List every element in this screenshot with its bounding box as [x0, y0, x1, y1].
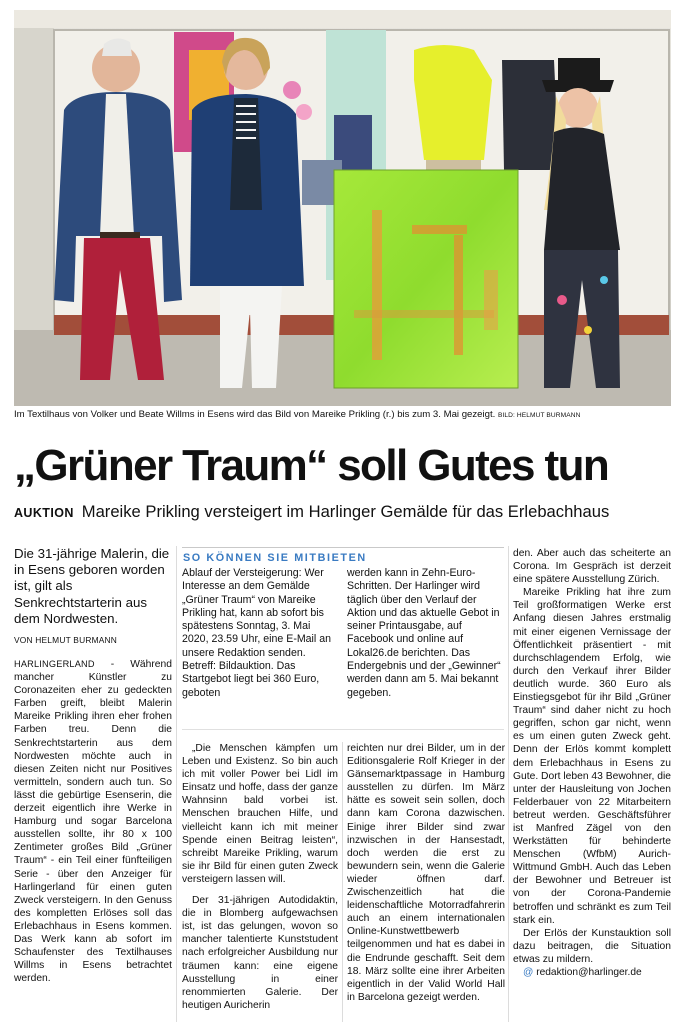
- subheadline-text: Mareike Prikling versteigert im Harlinger Gemälde für das Erlebachhaus: [81, 502, 610, 521]
- photo-credit: BILD: HELMUT BURMANN: [497, 412, 581, 419]
- article-column-3: [347, 742, 505, 1004]
- column-1-text: - Während mancher Künstler zu Coronazeiten eher zu gedeckten Farben greift, bleibt Malerin Mareike Prikling ihren eher frohen Farben treu. Denn die Senkrechtstarterin aus dem Nordwesten möchte auch in diesen Zeiten nicht nur Positives vermitteln, sondern auch tun. So lässt die gebürtige Esenserin, die derzeit eigentlich ihre Werke in Hamburg und sogar Barcelona ausstellen sollte, ihr 80 x 100 Zentimeter großes Bild „Grüner Traum“ - ein Teil einer fünfteiligen Serie - über den Anzeiger für Harlingerland für einen guten Zweck versteigern. In den Genuss des kompletten Erlöses soll das Erlebachhaus in Esens kommen. Das Werk kann ab sofort im Schaufenster des Textilhauses Willms in Esens betrachtet werden.: [14, 659, 172, 985]
- email-line: [513, 966, 671, 979]
- photo-caption-text: Im Textilhaus von Volker und Beate Willms in Esens wird das Bild von Mareike Prikling (r.) bis zum 3. Mai gezeigt.: [14, 409, 496, 420]
- column-divider-1: [176, 546, 177, 1022]
- info-box-title: SO KÖNNEN SIE MITBIETEN: [183, 552, 367, 564]
- info-box-text-1: Ablauf der Versteigerung: Wer Interesse an dem Gemälde „Grüner Traum“ von Mareike Prikling hat, kann ab sofort bis spätestens Sonntag, 3. Mai 2020, 23.59 Uhr, eine E-Mail an unsere Redaktion senden. Betreff: Bildauktion. Das Startgebot liegt bei 360 Euro, geboten: [182, 567, 331, 699]
- email-at-icon: @: [523, 967, 534, 978]
- column-divider-2: [342, 742, 343, 1022]
- subheadline: [14, 500, 674, 525]
- column-2-paragraph-2: Der 31-jährigen Autodidaktin, die in Blomberg aufgewachsen ist, ist das gelungen, wovon so mancher talentierte Kunststudent nach erfolgreicher Ausbildung nur träumen kann: eine eigene Ausstellung in einer renommierten Galerie. Der heutigen Auricherin: [182, 895, 338, 1011]
- column-4-paragraph-3: Der Erlös der Kunstauktion soll dazu beitragen, die Situation etwas zu mildern.: [513, 927, 671, 965]
- column-2-paragraph-1: „Die Menschen kämpfen um Leben und Existenz. So bin auch ich mit voller Power bei Lidl im Einsatz und hoffe, dass der ganze Wahnsinn bald vorbei ist. Menschen brauchen Hilfe, und vielleicht kann ich mit meiner Spende einen Beitrag leisten“, schreibt Mareike Prikling, warum sie ihr Bild für einen guten Zweck versteigern lassen will.: [182, 743, 338, 885]
- column-3-paragraph: reichten nur drei Bilder, um in der Editionsgalerie Rolf Krieger in der Gänsemarktpassage in Hamburg ausstellen zu dürfen. Im März hätte es soweit sein sollen, doch dann kam Corona dazwischen. Einige ihrer Bilder sind zwar inzwischen in der Hansestadt, doch werden die erst zu bewundern sein, wenn die Galerie wieder öffnen darf. Zwischenzeitlich hat die leidenschaftliche Motorradfahrerin auch an einem internationalen Online-Kunstwettbewerb teilgenommen und hat es dabei in die Endrunde geschafft. Seit dem 18. März sollte eine ihrer Arbeiten eigentlich in der Valid World Hall in Barcelona gezeigt werden.: [347, 743, 505, 1003]
- email-link[interactable]: redaktion@harlinger.de: [536, 967, 642, 978]
- info-box-text-2: werden kann in Zehn-Euro-Schritten. Der Harlinger wird täglich über den Verlauf der Aktion und das aktuelle Gebot in seiner Printausgabe, auf Facebook und online auf Lokal26.de berichten. Das Endergebnis und der „Gewinner“ werden dann am 5. Mai bekannt gegeben.: [347, 567, 501, 699]
- column-4-paragraph-2: Mareike Prikling hat ihre zum Teil großformatigen Werke erst Anfang diesen Jahres erstmalig mit einer eigenen Vernissage der Öffentlichkeit präsentiert - mit durchschlagendem Erfolg, wie durch den Verkauf ihrer Bilder deutlich wurde. 360 Euro als Einstiegsgebot für ihr Bild „Grüner Traum“ sind daher nicht zu hoch gegriffen, schon gar nicht, wenn es um einen guten Zweck geht. Denn der Erlös kommt komplett dem Erlebachhaus in Esens zu Gute. Dort leben 43 Bewohner, die unter der Hausleitung von Jochen Felderbauer von 22 Mitarbeitern betreut werden. Geschäftsführer ist Manfred Zägel von den Werkstätten für behinderte Menschen (WfbM) Aurich-Wittmund GmbH. Auch das Leben der Bewohner und Betreuer ist von der Corona-Pandemie betroffen und schränkt es zum Teil stark ein.: [513, 587, 671, 926]
- info-box-bottom-rule: [182, 729, 504, 730]
- info-box-top-rule: [182, 547, 504, 548]
- lead-paragraph: Die 31-jährige Malerin, die in Esens geboren worden ist, gilt als Senkrechtstarterin aus dem Nordwesten.: [14, 546, 170, 626]
- photo-illustration: [14, 10, 671, 406]
- photo-caption: [14, 408, 671, 422]
- kicker: AUKTION: [14, 506, 74, 520]
- column-4-paragraph-1: den. Aber auch das scheiterte an Corona. Im Gespräch ist derzeit eine spätere Ausstellung Zürich.: [513, 548, 671, 586]
- dateline: HARLINGERLAND: [14, 659, 95, 669]
- article-column-4: [513, 547, 671, 979]
- column-divider-3: [508, 546, 509, 1022]
- column-1-paragraph: [14, 658, 172, 985]
- byline: VON HELMUT BURMANN: [14, 635, 118, 645]
- article-photo: [14, 10, 671, 406]
- article-column-2: [182, 742, 338, 1012]
- headline: „Grüner Traum“ soll Gutes tun: [14, 441, 609, 490]
- article-column-1: [14, 658, 172, 985]
